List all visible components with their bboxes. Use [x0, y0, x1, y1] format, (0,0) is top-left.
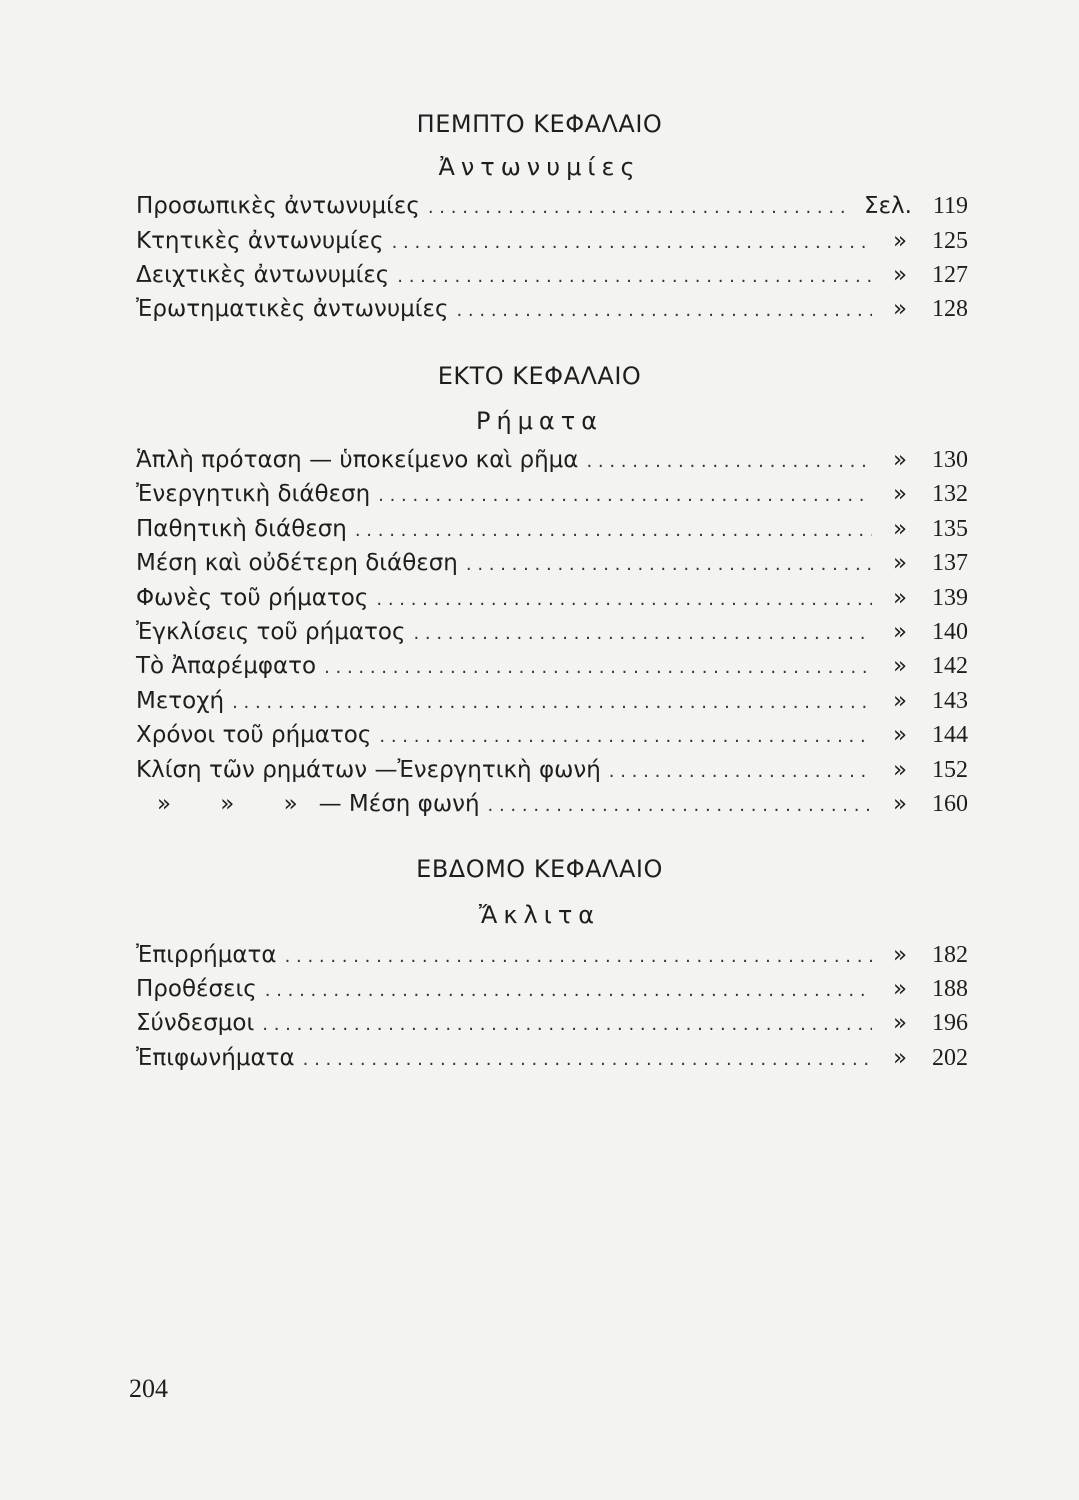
toc-entry	[136, 942, 968, 974]
toc-entry	[136, 193, 968, 225]
entry-page: 140	[932, 619, 968, 645]
dot-leader	[466, 554, 872, 575]
dot-leader	[376, 589, 872, 610]
entry-title: Τὸ Ἀπαρέμφατο	[136, 653, 317, 679]
entry-page: 137	[932, 550, 968, 576]
toc-entry	[136, 296, 968, 328]
entry-title: Κτητικὲς ἀντωνυμίες	[136, 228, 384, 254]
entry-ref: »	[892, 722, 908, 748]
entry-title: Σύνδεσμοι	[136, 1010, 255, 1036]
entry-title: Δειχτικὲς ἀντωνυμίες	[136, 262, 390, 288]
toc-entry	[136, 228, 968, 260]
entry-ref: »	[892, 481, 908, 507]
dot-leader	[262, 1014, 872, 1035]
entry-title: Ἐγκλίσεις τοῦ ρήματος	[136, 619, 406, 645]
entry-ref: »	[892, 296, 908, 322]
chapter-heading-5: ΠΕΜΠΤΟ ΚΕΦΑΛΑΙΟ	[416, 110, 663, 138]
entry-page: 144	[932, 722, 968, 748]
entry-ref: »	[892, 942, 908, 968]
toc-entry	[136, 722, 968, 754]
ditto-mark: »	[156, 791, 172, 817]
entry-page: 139	[932, 585, 968, 611]
entry-ref: »	[892, 976, 908, 1002]
dot-leader	[456, 300, 872, 321]
entry-ref: »	[892, 447, 908, 473]
dot-leader	[392, 232, 872, 253]
dot-leader	[378, 485, 872, 506]
entry-ref: »	[892, 1045, 908, 1071]
entry-page: 202	[932, 1045, 968, 1071]
entry-ref: »	[892, 757, 908, 783]
dot-leader	[232, 692, 872, 713]
entry-ref: »	[892, 791, 908, 817]
entry-title: Κλίση τῶν ρημάτων —Ἐνεργητικὴ φωνή	[136, 757, 601, 783]
entry-ref: »	[892, 228, 908, 254]
toc-entry	[136, 550, 968, 582]
toc-entry	[136, 688, 968, 720]
toc-entry	[136, 447, 968, 479]
entry-title: Προθέσεις	[136, 976, 257, 1002]
entry-page: 130	[932, 447, 968, 473]
entry-page: 152	[932, 757, 968, 783]
entry-title: Ἐπιφωνήματα	[136, 1045, 295, 1071]
entry-page: 182	[932, 942, 968, 968]
chapter-heading-6: ΕΚΤΟ ΚΕΦΑΛΑΙΟ	[437, 362, 642, 390]
toc-entry	[136, 619, 968, 651]
entry-ref: »	[892, 550, 908, 576]
entry-title: Ἐρωτηματικὲς ἀντωνυμίες	[136, 296, 449, 322]
entry-page: 132	[932, 481, 968, 507]
dot-leader	[428, 197, 848, 218]
entry-page: 128	[932, 296, 968, 322]
toc-entry	[136, 653, 968, 685]
dot-leader	[355, 520, 872, 541]
entry-title: Ἐπιρρήματα	[136, 942, 277, 968]
dot-leader	[397, 266, 872, 287]
dot-leader	[586, 451, 872, 472]
entry-page: 119	[932, 193, 968, 219]
chapter-subtitle-5: Ἀντωνυμίες	[438, 153, 641, 181]
dot-leader	[303, 1049, 872, 1070]
dot-leader	[413, 623, 872, 644]
entry-title: Ἁπλὴ πρόταση — ὑποκείμενο καὶ ρῆμα	[136, 447, 579, 473]
entry-title: Ἐνεργητικὴ διάθεση	[136, 481, 371, 507]
toc-entry	[136, 516, 968, 548]
toc-entry	[136, 791, 968, 823]
entry-ref: »	[892, 585, 908, 611]
entry-page: 196	[932, 1010, 968, 1036]
entry-title: Χρόνοι τοῦ ρήματος	[136, 722, 372, 748]
entry-ref: Σελ.	[864, 193, 912, 219]
dot-leader	[265, 980, 872, 1001]
dot-leader	[379, 726, 872, 747]
entry-title: Φωνὲς τοῦ ρήματος	[136, 585, 369, 611]
entry-page: 125	[932, 228, 968, 254]
entry-page: 188	[932, 976, 968, 1002]
entry-title: Προσωπικὲς ἀντωνυμίες	[136, 193, 420, 219]
entry-ref: »	[892, 516, 908, 542]
entry-page: 142	[932, 653, 968, 679]
toc-entry	[136, 757, 968, 789]
entry-page: 135	[932, 516, 968, 542]
entry-ref: »	[892, 1010, 908, 1036]
entry-ref: »	[892, 688, 908, 714]
toc-entry	[136, 1010, 968, 1042]
ditto-mark: »	[220, 791, 235, 817]
dot-leader	[324, 657, 872, 678]
page-number: 204	[129, 1374, 168, 1403]
entry-ref: »	[892, 653, 908, 679]
toc-entry	[136, 262, 968, 294]
entry-page: 143	[932, 688, 968, 714]
dot-leader	[488, 795, 872, 816]
entry-ref: »	[892, 619, 908, 645]
ditto-marks	[136, 791, 319, 817]
toc-entry	[136, 585, 968, 617]
toc-entry	[136, 481, 968, 513]
entry-ref: »	[892, 262, 908, 288]
dot-leader	[285, 946, 872, 967]
chapter-subtitle-7: Ἄκλιτα	[478, 901, 601, 929]
chapter-heading-7: ΕΒΔΟΜΟ ΚΕΦΑΛΑΙΟ	[416, 855, 663, 883]
entry-title: Μέση καὶ οὐδέτερη διάθεση	[136, 550, 458, 576]
dot-leader	[609, 761, 872, 782]
ditto-mark: »	[283, 791, 298, 817]
entry-title: — Μέση φωνή	[318, 791, 480, 817]
entry-title: Μετοχή	[136, 688, 225, 714]
toc-entry	[136, 976, 968, 1008]
entry-page: 127	[932, 262, 968, 288]
entry-page: 160	[932, 791, 968, 817]
chapter-subtitle-6: Ρήματα	[475, 407, 604, 435]
toc-entry	[136, 1045, 968, 1077]
entry-title: Παθητικὴ διάθεση	[136, 516, 347, 542]
